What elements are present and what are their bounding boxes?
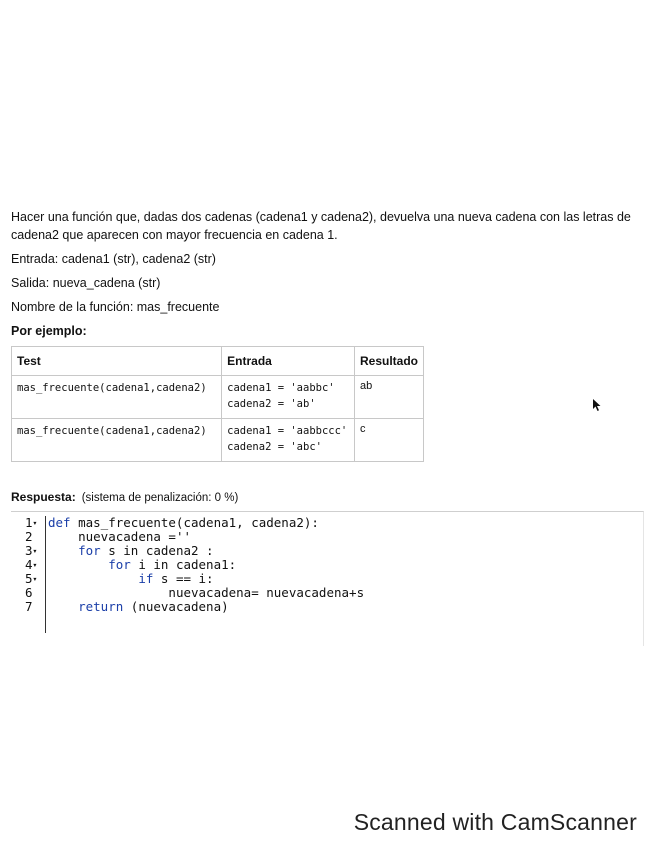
line-number: 5▾ [25,571,38,586]
answer-label: Respuesta: [11,490,76,504]
input-line: cadena2 = 'ab' [227,398,316,410]
input-cell [222,376,355,419]
mouse-pointer-icon [592,398,602,412]
code-line[interactable]: nuevacadena ='' [78,529,191,544]
table-header-row [12,347,424,376]
header-test: Test [12,347,222,376]
input-line: cadena2 = 'abc' [227,441,322,453]
fold-arrow-icon[interactable]: ▾ [32,518,38,528]
code-line[interactable]: nuevacadena= nuevacadena+s [168,585,365,600]
fold-arrow-icon[interactable]: ▾ [32,574,38,584]
watermark: Scanned with CamScanner [353,809,637,835]
code-line[interactable]: for s in cadena2 : [78,543,214,558]
line-number: 7 [25,599,33,614]
keyword: for [108,557,131,572]
keyword: if [138,571,154,586]
answer-header [11,490,238,504]
function-name-spec: Nombre de la función: mas_frecuente [11,300,220,314]
header-resultado: Resultado [354,347,423,376]
examples-heading: Por ejemplo: [11,324,87,338]
input-line: cadena1 = 'aabbc' [227,382,335,394]
code-line[interactable]: def mas_frecuente(cadena1, cadena2): [48,515,319,530]
problem-description: Hacer una función que, dadas dos cadenas (cadena1 y cadena2), devuelva una nueva cadena con las letras de cadena2 que aparecen con mayor frecuencia en cadena 1. [11,210,631,242]
examples-table [11,346,424,462]
result-cell: ab [354,376,423,419]
table-row [12,419,424,462]
test-cell: mas_frecuente(cadena1,cadena2) [12,419,222,462]
input-line: cadena1 = 'aabbccc' [227,425,348,437]
input-spec: Entrada: cadena1 (str), cadena2 (str) [11,252,216,266]
table-row [12,376,424,419]
line-number: 3▾ [25,543,38,558]
line-number: 6 [25,585,33,600]
penalty-note: (sistema de penalización: 0 %) [81,492,239,504]
code-line[interactable]: if s == i: [138,571,214,586]
keyword: def [48,515,71,530]
code-line[interactable]: return (nuevacadena) [78,599,229,614]
input-cell [222,419,355,462]
line-number: 2 [25,529,33,544]
output-spec: Salida: nueva_cadena (str) [11,276,161,290]
result-cell: c [354,419,423,462]
line-number-gutter [11,516,46,633]
line-number: 1▾ [25,515,38,530]
keyword: for [78,543,101,558]
fold-arrow-icon[interactable]: ▾ [32,546,38,556]
test-cell: mas_frecuente(cadena1,cadena2) [12,376,222,419]
line-number: 4▾ [25,557,38,572]
fold-arrow-icon[interactable]: ▾ [32,560,38,570]
code-editor[interactable] [11,511,644,646]
header-entrada: Entrada [222,347,355,376]
code-line[interactable]: for i in cadena1: [108,557,237,572]
code-area[interactable] [48,516,364,614]
keyword: return [78,599,124,614]
